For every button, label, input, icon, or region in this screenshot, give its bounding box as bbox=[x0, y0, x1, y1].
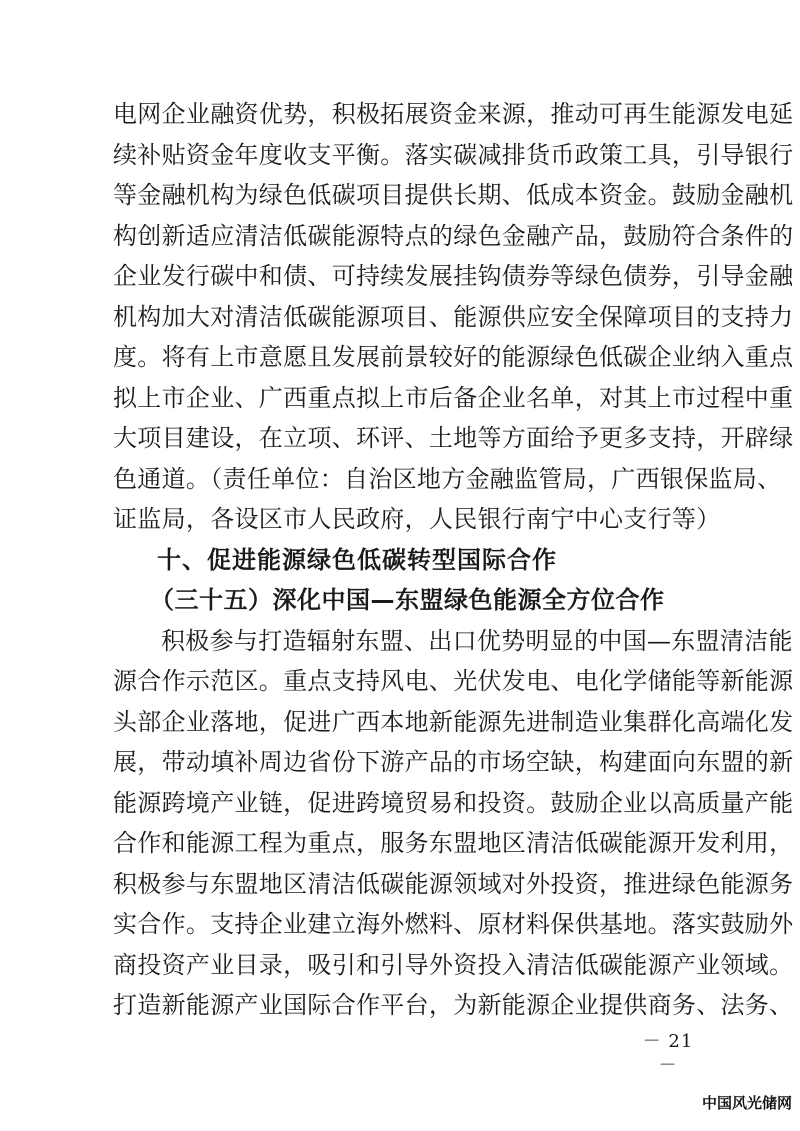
paragraph-line: 积极参与打造辐射东盟、出口优势明显的中国—东盟清洁能 bbox=[161, 626, 793, 655]
paragraph-line: 打造新能源产业国际合作平台，为新能源企业提供商务、法务、 bbox=[113, 991, 794, 1019]
paragraph-line: 能源跨境产业链，促进跨境贸易和投资。鼓励企业以高质量产能 bbox=[113, 788, 794, 817]
paragraph-line: 构创新适应清洁低碳能源特点的绿色金融产品，鼓励符合条件的 bbox=[113, 221, 794, 250]
paragraph-line: 商投资产业目录，吸引和引导外资投入清洁低碳能源产业领域。 bbox=[113, 950, 794, 979]
paragraph-line: 大项目建设，在立项、环评、土地等方面给予更多支持，开辟绿 bbox=[113, 424, 794, 452]
paragraph-line: 实合作。支持企业建立海外燃料、原材料保供基地。落实鼓励外 bbox=[113, 910, 794, 938]
paragraph-line: 机构加大对清洁低碳能源项目、能源供应安全保障项目的支持力 bbox=[113, 302, 794, 331]
paragraph-line: 头部企业落地，促进广西本地新能源先进制造业集群化高端化发 bbox=[113, 707, 794, 736]
page-number: － 21 － bbox=[642, 1031, 694, 1076]
paragraph-line: 等金融机构为绿色低碳项目提供长期、低成本资金。鼓励金融机 bbox=[113, 181, 794, 209]
paragraph-line: 企业发行碳中和债、可持续发展挂钩债券等绿色债券，引导金融 bbox=[113, 262, 794, 290]
paragraph-line: 度。将有上市意愿且发展前景较好的能源绿色低碳企业纳入重点 bbox=[113, 343, 794, 371]
paragraph-line: 合作和能源工程为重点，服务东盟地区清洁低碳能源开发利用， bbox=[113, 829, 794, 857]
paragraph-line: 展，带动填补周边省份下游产品的市场空缺，构建面向东盟的新 bbox=[113, 748, 794, 776]
subsection-heading: （三十五）深化中国—东盟绿色能源全方位合作 bbox=[150, 586, 665, 614]
paragraph-line: 拟上市企业、广西重点拟上市后备企业名单，对其上市过程中重 bbox=[113, 383, 794, 412]
paragraph-line: 积极参与东盟地区清洁低碳能源领域对外投资，推进绿色能源务 bbox=[113, 869, 794, 898]
paragraph-line: 证监局，各设区市人民政府，人民银行南宁中心支行等） bbox=[113, 505, 721, 533]
paragraph-line: 续补贴资金年度收支平衡。落实碳减排货币政策工具，引导银行 bbox=[113, 140, 794, 169]
paragraph-line: 色通道。（责任单位：自治区地方金融监管局，广西银保监局、 bbox=[113, 464, 782, 493]
section-heading: 十、促进能源绿色低碳转型国际合作 bbox=[157, 545, 557, 574]
paragraph-line: 源合作示范区。重点支持风电、光伏发电、电化学储能等新能源 bbox=[113, 667, 794, 695]
paragraph-line: 电网企业融资优势，积极拓展资金来源，推动可再生能源发电延 bbox=[113, 100, 794, 128]
watermark: 中国风光储网 bbox=[701, 1094, 792, 1112]
